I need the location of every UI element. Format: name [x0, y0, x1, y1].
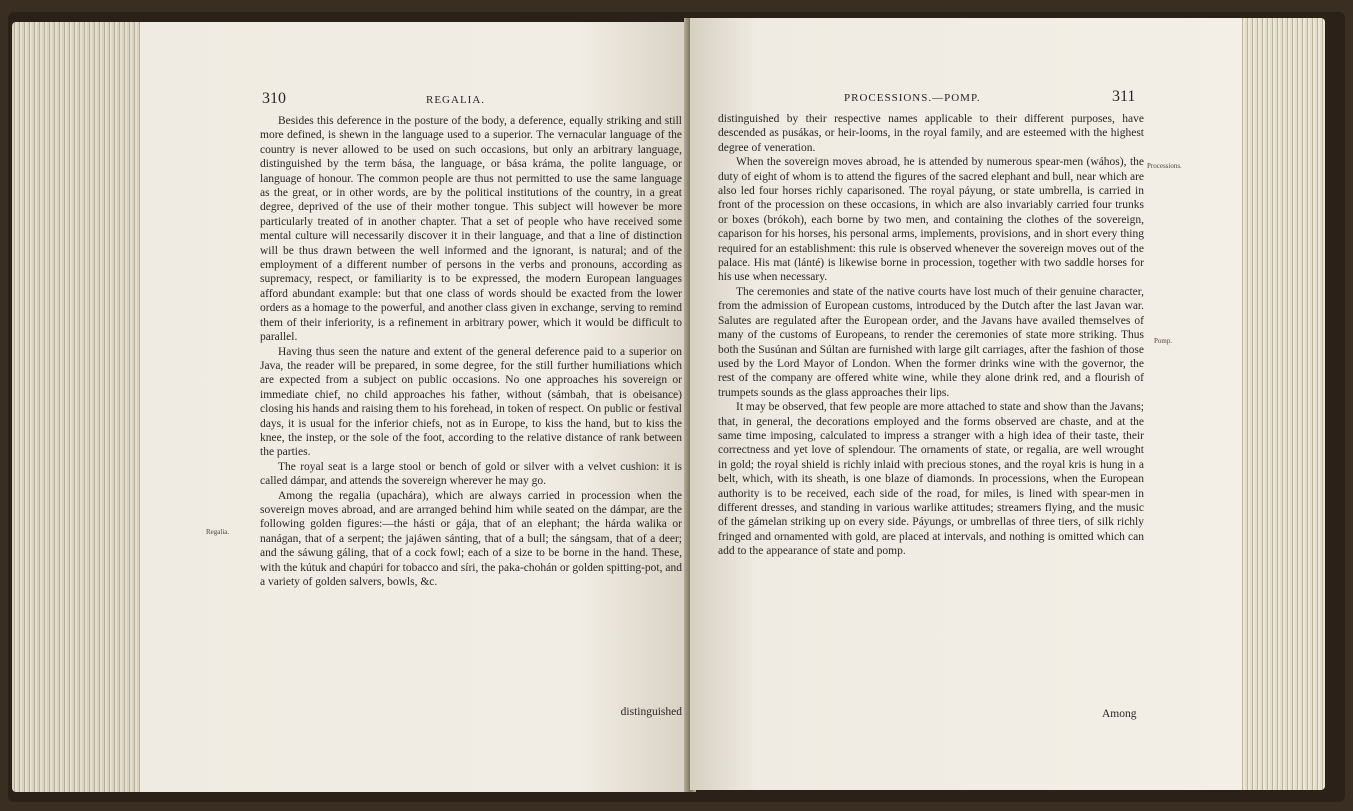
paragraph: distinguished by their respective names applicable to their different purposes, have descended as pusákas, or heir-looms, in the royal family, and are esteemed with the highest degree of veneration. — [718, 113, 1144, 154]
catchword: distinguished — [620, 706, 682, 718]
paragraph: Having thus seen the nature and extent of the general deference paid to a superior on Java, the reader will be prepared, in some degree, for the still further humiliations which are expected from a subject on public occasions. No one approaches his sovereign or immediate chief, no child approaches his father, without (sámbah, that is obeisance) closing his hands and raising them to his forehead, in token of respect. On public or festival days, it is usual for the inferior chiefs, not as in Europe, to kiss the hand, but to kiss the knee, the instep, or the sole of the foot, according to the relative distance of rank between the parties. — [260, 345, 682, 459]
page-number: 310 — [262, 90, 286, 107]
right-page-edges — [1240, 18, 1325, 790]
running-head: PROCESSIONS.—POMP. — [844, 92, 981, 104]
margin-note: Pomp. — [1154, 337, 1173, 345]
running-head: REGALIA. — [426, 94, 486, 106]
left-body — [260, 114, 682, 589]
margin-note: Regalia. — [206, 528, 230, 536]
right-body — [718, 112, 1144, 559]
page-number: 311 — [1112, 88, 1136, 105]
paragraph: The ceremonies and state of the native courts have lost much of their genuine character, from the admission of European customs, introduced by the Dutch after the last Javan war. Salutes are regulated after the European order, and the Javans have availed themselves of many of the customs of Europeans, to render the ceremonies of state more striking. Thus both the Susúnan and Súltan are furnished with large gilt carriages, after the fashion of those used by the Lord Mayor of London. When the former drinks wine with the governor, the rest of the company are offered white wine, while they alone drink red, and a flourish of trumpets sounds as the glass approaches their lips. — [718, 285, 1144, 399]
paragraph: The royal seat is a large stool or bench of gold or silver with a velvet cushion: it is called dámpar, and attends the sovereign wherever he may go. — [260, 460, 682, 488]
left-page-edges — [12, 22, 142, 792]
paragraph: Besides this deference in the posture of the body, a deference, equally striking and still more defined, is shewn in the language used to a superior. The vernacular language of the country is never allowed to be used on such occasions, but only an arbitrary language, distinguished by the term bása, the language, or bása kráma, the polite language, or language of honour. The common people are thus not permitted to use the same language as the great, or in other words, are by the political institutions of the country, in a great degree, deprived of the use of their mother tongue. This subject will however be more particularly treated of in another chapter. That a set of people who have received some mental culture will necessarily discover it in their language, and that a line of distinction will be thus drawn between the well informed and the ignorant, is natural; and of the employment of a different number of persons in the verbs and pronouns, according as supremacy, respect, or familiarity is to be expressed, the modern European languages afford abundant example: but that one class of words should be exacted from the lower orders as a homage to the powerful, and another class given in exchange, serving to remind them of their inferiority, is a refinement in arbitrary power, which it would be difficult to parallel. — [260, 115, 682, 344]
catchword: Among — [1102, 708, 1137, 720]
right-page — [690, 18, 1242, 790]
left-page — [140, 22, 688, 792]
paragraph: Among the regalia (upachára), which are always carried in procession when the sovereign moves abroad, and are arranged behind him while seated on the dámpar, are the following golden figures:—the hásti or gája, that of an elephant; the hárda walika or nanágan, that of a serpent; the jajáwen sánting, that of a bull; the sángsam, that of a deer; and the sáwung gáling, that of a cock fowl; each of a size to be borne in the hand. These, with the kútuk and chapúri for tobacco and síri, the paka-chohán or golden spitting-pot, and a variety of golden salvers, bowls, &c. — [260, 489, 682, 588]
margin-note: Processions. — [1147, 162, 1182, 170]
paragraph: It may be observed, that few people are more attached to state and show than the Javans; that, in general, the decorations employed and the forms observed are chaste, and at the same time imposing, calculated to impress a stranger with a high idea of their taste, their correctness and yet love of splendour. The ornaments of state, or regalia, are well wrought in gold; the royal shield is richly inlaid with precious stones, and the royal kris is hung in a belt, which, with its sheath, is one blaze of diamonds. In processions, when the European authority is to be received, each side of the road, for miles, is lined with spear-men in different dresses, and standing in various warlike attitudes; streamers flying, and the music of the gámelan striking up on every side. Páyungs, or umbrellas of three tiers, of silk richly fringed and ornamented with gold, are placed at intervals, and nothing is omitted which can add to the appearance of state and pomp. — [718, 401, 1144, 558]
paragraph: When the sovereign moves abroad, he is attended by numerous spear-men (wáhos), the duty of eight of whom is to attend the figures of the sacred elephant and bull, near which are also led four horses richly caparisoned. The royal páyung, or state umbrella, is carried in front of the procession on these occasions, in which are also invariably carried four trunks or boxes (brókoh), each borne by two men, and containing the clothes of the sovereign, caparison for his horses, his personal arms, implements, provisions, and in short every thing required for an establishment: this rule is observed whenever the sovereign moves out of the palace. His mat (lánté) is likewise borne in procession, together with two saddle horses for his use when necessary. — [718, 156, 1144, 284]
